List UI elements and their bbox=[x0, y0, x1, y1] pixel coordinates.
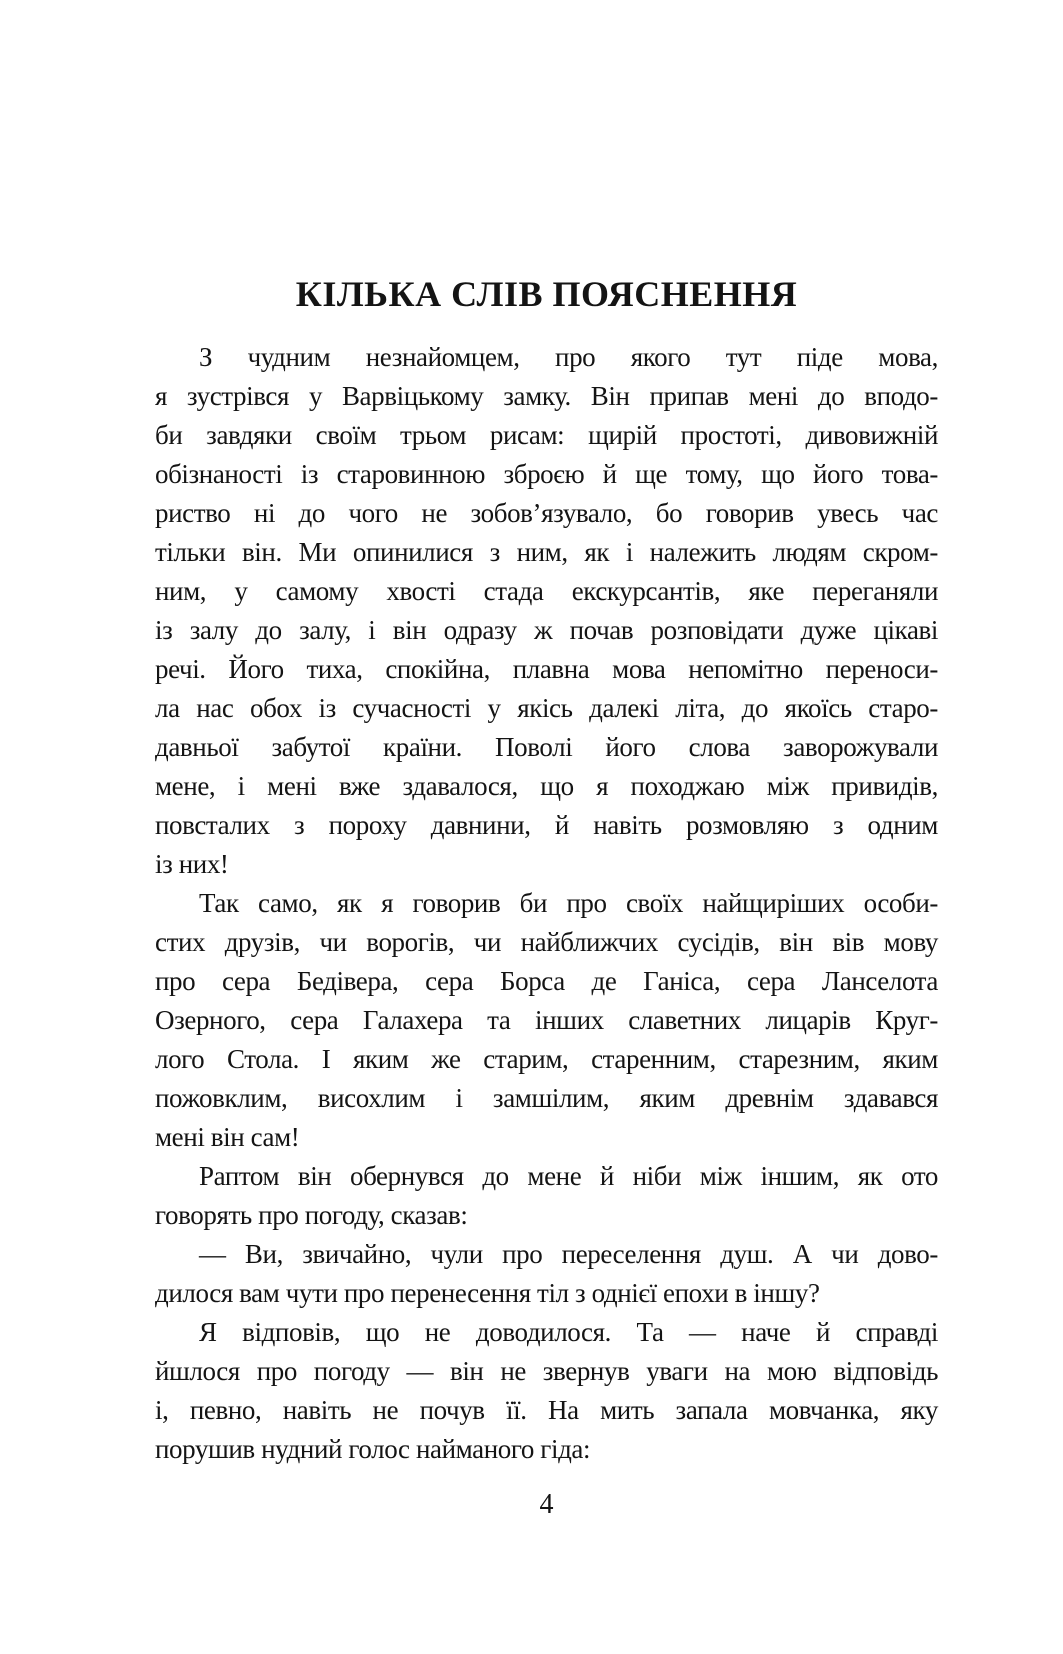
text-line: Озерного, сера Галахера та інших славетних лицарів Круг- bbox=[155, 1005, 938, 1035]
text-line: ла нас обох із сучасності у якісь далекі літа, до якоїсь старо- bbox=[155, 693, 938, 723]
text-line: Раптом він обернувся до мене й ніби між іншим, як ото bbox=[199, 1161, 938, 1191]
text-line: Так само, як я говорив би про своїх найщиріших особи- bbox=[199, 888, 938, 918]
paragraph bbox=[155, 1235, 938, 1313]
text-line: і, певно, навіть не почув її. На мить запала мовчанка, яку bbox=[155, 1395, 938, 1425]
text-line: Я відповів, що не доводилося. Та — наче й справді bbox=[199, 1317, 938, 1347]
text-line: речі. Його тиха, спокійна, плавна мова непомітно переноси- bbox=[155, 654, 938, 684]
text-line: би завдяки своїм трьом рисам: щирій простоті, дивовижній bbox=[155, 420, 938, 450]
text-line: пожовклим, висохлим і замшілим, яким древнім здавався bbox=[155, 1083, 938, 1113]
text-line: говорять про погоду, сказав: bbox=[155, 1200, 468, 1230]
text-line: порушив нудний голос найманого гіда: bbox=[155, 1434, 591, 1464]
text-line: повсталих з пороху давнини, й навіть розмовляю з одним bbox=[155, 810, 938, 840]
paragraph bbox=[155, 338, 938, 884]
page-number: 4 bbox=[539, 1489, 554, 1520]
text-line: ним, у самому хвості стада екскурсантів, яке переганяли bbox=[155, 576, 938, 606]
text-line: мене, і мені вже здавалося, що я походжаю між привидів, bbox=[155, 771, 938, 801]
text-line: про сера Бедівера, сера Борса де Ганіса, сера Ланселота bbox=[155, 966, 938, 996]
chapter-title: КІЛЬКА СЛІВ ПОЯСНЕННЯ bbox=[295, 274, 798, 314]
paragraph bbox=[155, 884, 938, 1157]
text-line: риство ні до чого не зобов’язувало, бо говорив увесь час bbox=[155, 498, 938, 528]
body-text bbox=[155, 338, 938, 1469]
text-line: дилося вам чути про перенесення тіл з однієї епохи в іншу? bbox=[155, 1278, 820, 1308]
text-line: обізнаності із старовинною зброєю й ще тому, що його това- bbox=[155, 459, 938, 489]
text-line: З чудним незнайомцем, про якого тут піде мова, bbox=[199, 342, 938, 372]
text-line: давньої забутої країни. Поволі його слова заворожували bbox=[155, 732, 938, 762]
text-line: лого Стола. І яким же старим, старенним, старезним, яким bbox=[155, 1044, 938, 1074]
text-line: стих друзів, чи ворогів, чи найближчих сусідів, він вів мову bbox=[155, 927, 938, 957]
text-line: мені він сам! bbox=[155, 1122, 300, 1152]
paragraph bbox=[155, 1157, 938, 1235]
text-line: із них! bbox=[155, 849, 229, 879]
text-line: тільки він. Ми опинилися з ним, як і належить людям скром- bbox=[155, 537, 938, 567]
text-line: йшлося про погоду — він не звернув уваги на мою відповідь bbox=[155, 1356, 938, 1386]
text-line: я зустрівся у Варвіцькому замку. Він припав мені до вподо- bbox=[155, 381, 938, 411]
paragraph bbox=[155, 1313, 938, 1469]
text-line: — Ви, звичайно, чули про переселення душ. А чи дово- bbox=[199, 1239, 938, 1269]
text-line: із залу до залу, і він одразу ж почав розповідати дуже цікаві bbox=[155, 615, 938, 645]
